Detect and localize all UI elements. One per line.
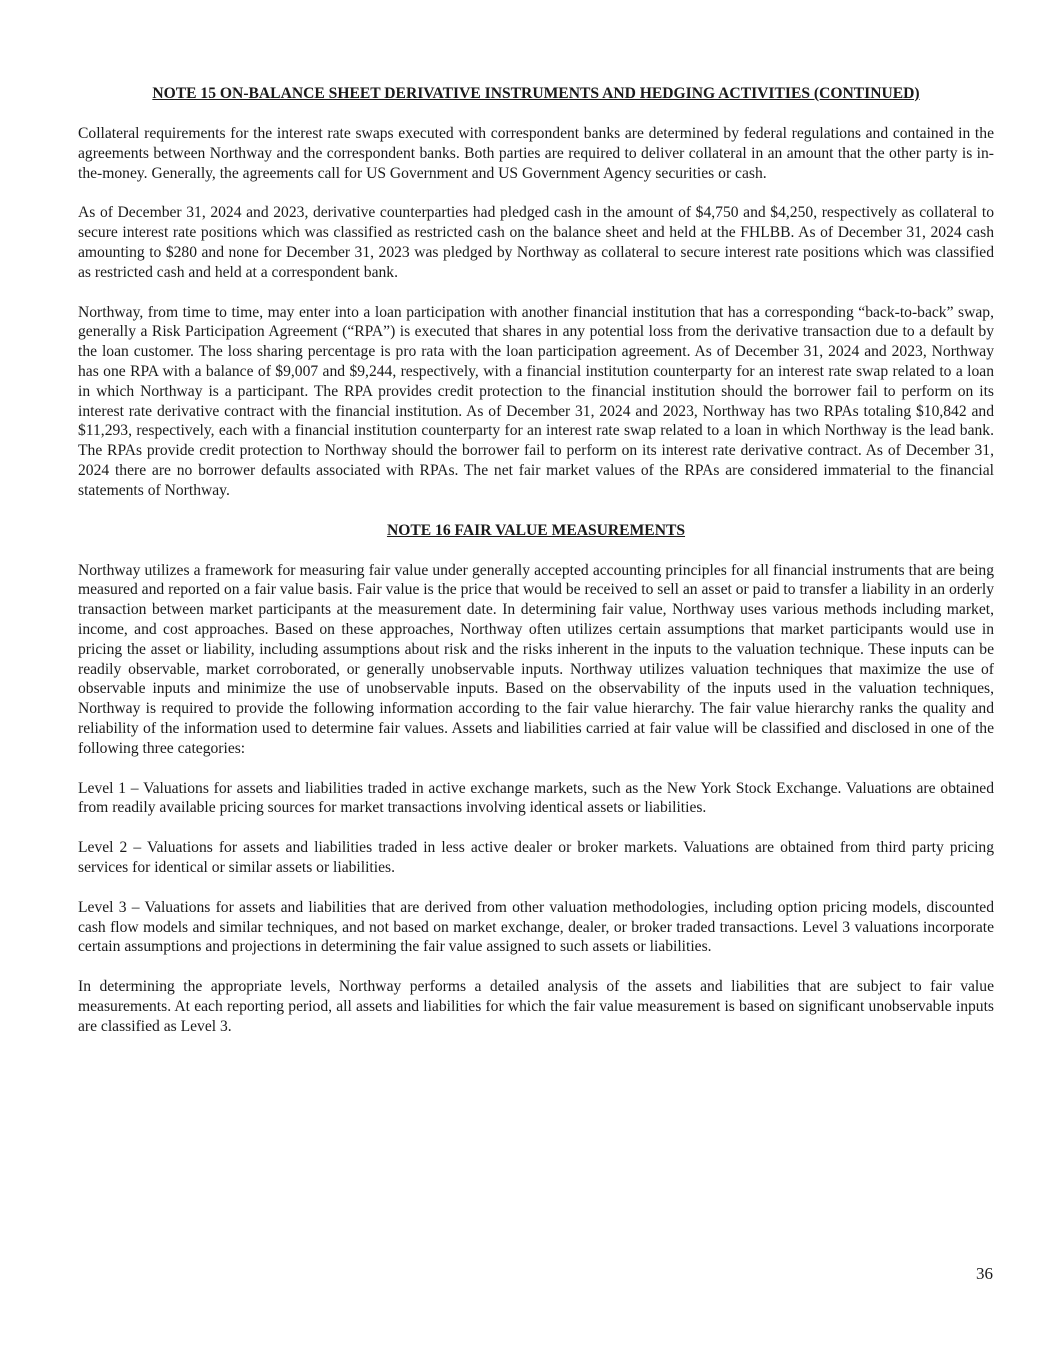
note-16-level-1-paragraph: Level 1 – Valuations for assets and liabilities traded in active exchange markets, such as the New York Stock Exchange. Valuations are obtained from readily available pricing sources for market transactions involving identical assets or liabilities. <box>78 779 994 817</box>
note-16-framework-paragraph: Northway utilizes a framework for measuring fair value under generally accepted accounting principles for all financial instruments that are being measured and reported on a fair value basis. Fair value is the price that would be received to sell an asset or paid to transfer a liability in an orderly transaction between market participants at the measurement date. In determining fair value, Northway uses various methods including market, income, and cost approaches. Based on these approaches, Northway often utilizes certain assumptions that market participants would use in pricing the asset or liability, including assumptions about risk and the risks inherent in the inputs to the valuation technique. These inputs can be readily observable, market corroborated, or generally unobservable inputs. Northway utilizes valuation techniques that maximize the use of observable inputs and minimize the use of unobservable inputs. Based on the observability of the inputs used in the valuation techniques, Northway is required to provide the following information according to the fair value hierarchy. The fair value hierarchy ranks the quality and reliability of the information used to determine fair values. Assets and liabilities carried at fair value will be classified and disclosed in one of the following three categories: <box>78 561 994 757</box>
page-number: 36 <box>976 1264 993 1283</box>
note-16-level-3-paragraph: Level 3 – Valuations for assets and liabilities that are derived from other valuation methodologies, including option pricing models, discounted cash flow models and similar techniques, and not based on market exchange, dealer, or broker traded transactions. Level 3 valuations incorporate certain assumptions and projections in determining the fair value assigned to such assets or liabilities. <box>78 898 994 956</box>
note-16-heading: NOTE 16 FAIR VALUE MEASUREMENTS <box>386 521 686 539</box>
note-15-rpa-paragraph: Northway, from time to time, may enter into a loan participation with another financial institution that has a corresponding “back-to-back” swap, generally a Risk Participation Agreement (“RPA”) is executed that shares in any potential loss from the derivative transaction due to a default by the loan customer. The loss sharing percentage is pro rata with the loan participation agreement. As of December 31, 2024 and 2023, Northway has one RPA with a balance of $9,007 and $9,244, respectively, with a financial institution counterparty for an interest rate swap related to a loan in which Northway is a participant. The RPA provides credit protection to the financial institution should the borrower fail to perform on its interest rate derivative contract with the financial institution. As of December 31, 2024 and 2023, Northway has two RPAs totaling $10,842 and $11,293, respectively, each with a financial institution counterparty for an interest rate swap related to a loan in which Northway is the lead bank. The RPAs provide credit protection to Northway should the borrower fail to perform on its interest rate derivative contract. As of December 31, 2024 there are no borrower defaults associated with RPAs. The net fair market values of the RPAs are considered immaterial to the financial statements of Northway. <box>78 303 994 499</box>
note-15-collateral-paragraph: Collateral requirements for the interest rate swaps executed with correspondent banks are determined by federal regulations and contained in the agreements between Northway and the correspondent banks. Both parties are required to deliver collateral in an amount that the other party is in-the-money. Generally, the agreements call for US Government and US Government Agency securities or cash. <box>78 125 994 182</box>
note-16-levels-analysis-paragraph: In determining the appropriate levels, Northway performs a detailed analysis of the assets and liabilities that are subject to fair value measurements. At each reporting period, all assets and liabilities for which the fair value measurement is based on significant unobservable inputs are classified as Level 3. <box>78 978 994 1035</box>
note-15-pledged-cash-paragraph: As of December 31, 2024 and 2023, derivative counterparties had pledged cash in the amount of $4,750 and $4,250, respectively as collateral to secure interest rate positions which was classified as restricted cash on the balance sheet and held at the FHLBB. As of December 31, 2024 cash amounting to $280 and none for December 31, 2023 was pledged by Northway as collateral to secure interest rate positions which was classified as restricted cash and held at a correspondent bank. <box>78 204 994 281</box>
note-16-level-2-paragraph: Level 2 – Valuations for assets and liabilities traded in less active dealer or broker markets. Valuations are obtained from third party pricing services for identical or similar assets or liabilities. <box>78 839 994 876</box>
note-15-heading: NOTE 15 ON-BALANCE SHEET DERIVATIVE INSTRUMENTS AND HEDGING ACTIVITIES (CONTINUED) <box>152 85 920 102</box>
document-page <box>78 84 994 1056</box>
